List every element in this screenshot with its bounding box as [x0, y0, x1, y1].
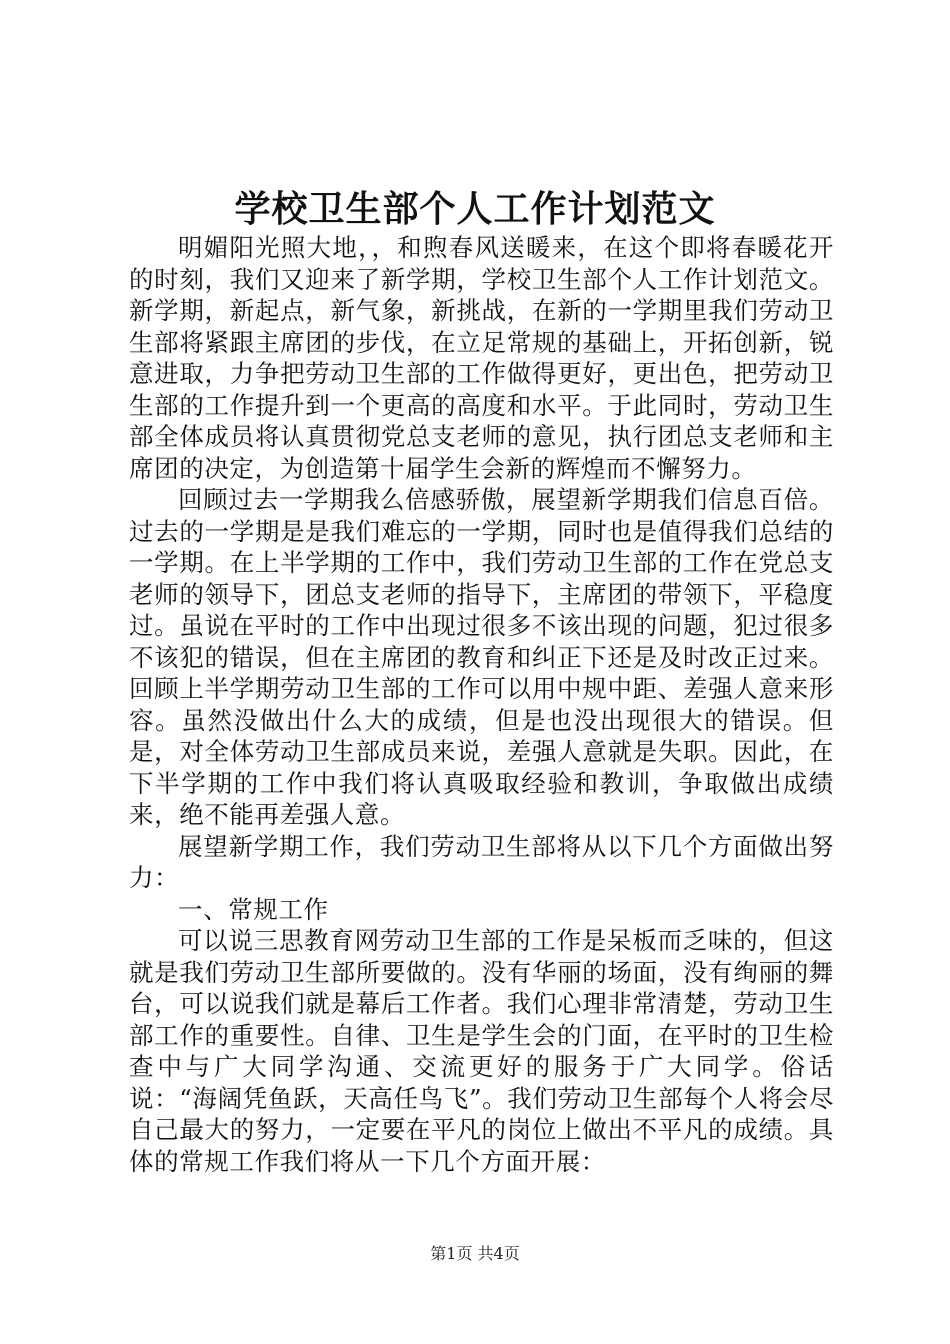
- document-body: [129, 232, 834, 1177]
- paragraph-review: 回顾过去一学期我么倍感骄傲，展望新学期我们信息百倍。过去的一学期是是我们难忘的一学期，同时也是值得我们总结的一学期。在上半学期的工作中，我们劳动卫生部的工作在党总支老师的领导下，团总支老师的指导下，主席团的带领下，平稳度过。虽说在平时的工作中出现过很多不该出现的问题，犯过很多不该犯的错误，但在主席团的教育和纠正下还是及时改正过来。回顾上半学期劳动卫生部的工作可以用中规中距、差强人意来形容。虽然没做出什么大的成绩，但是也没出现很大的错误。但是，对全体劳动卫生部成员来说，差强人意就是失职。因此，在下半学期的工作中我们将认真吸取经验和教训，争取做出成绩来，绝不能再差强人意。: [129, 485, 834, 829]
- document-title: 学校卫生部个人工作计划范文: [234, 188, 716, 230]
- section-heading-routine-work: 一、常规工作: [178, 894, 329, 924]
- paragraph-routine-work: 可以说三思教育网劳动卫生部的工作是呆板而乏味的，但这就是我们劳动卫生部所要做的。没有华丽的场面，没有绚丽的舞台，可以说我们就是幕后工作者。我们心理非常清楚，劳动卫生部工作的重要性。自律、卫生是学生会的门面，在平时的卫生检查中与广大同学沟通、交流更好的服务于广大同学。俗话说：“海阔凭鱼跃，天高任鸟飞”。我们劳动卫生部每个人将会尽自己最大的努力，一定要在平凡的岗位上做出不平凡的成绩。具体的常规工作我们将从一下几个方面开展：: [129, 926, 834, 1176]
- paragraph-intro: 明媚阳光照大地，，和煦春风送暖来，在这个即将春暖花开的时刻，我们又迎来了新学期，学校卫生部个人工作计划范文。新学期，新起点，新气象，新挑战，在新的一学期里我们劳动卫生部将紧跟主席团的步伐，在立足常规的基础上，开拓创新，锐意进取，力争把劳动卫生部的工作做得更好，更出色，把劳动卫生部的工作提升到一个更高的高度和水平。于此同时，劳动卫生部全体成员将认真贯彻党总支老师的意见，执行团总支老师和主席团的决定，为创造第十届学生会新的辉煌而不懈努力。: [129, 233, 834, 483]
- page-number-footer: 第1页 共4页: [430, 1244, 520, 1263]
- paragraph-outlook: 展望新学期工作，我们劳动卫生部将从以下几个方面做出努力：: [129, 831, 834, 892]
